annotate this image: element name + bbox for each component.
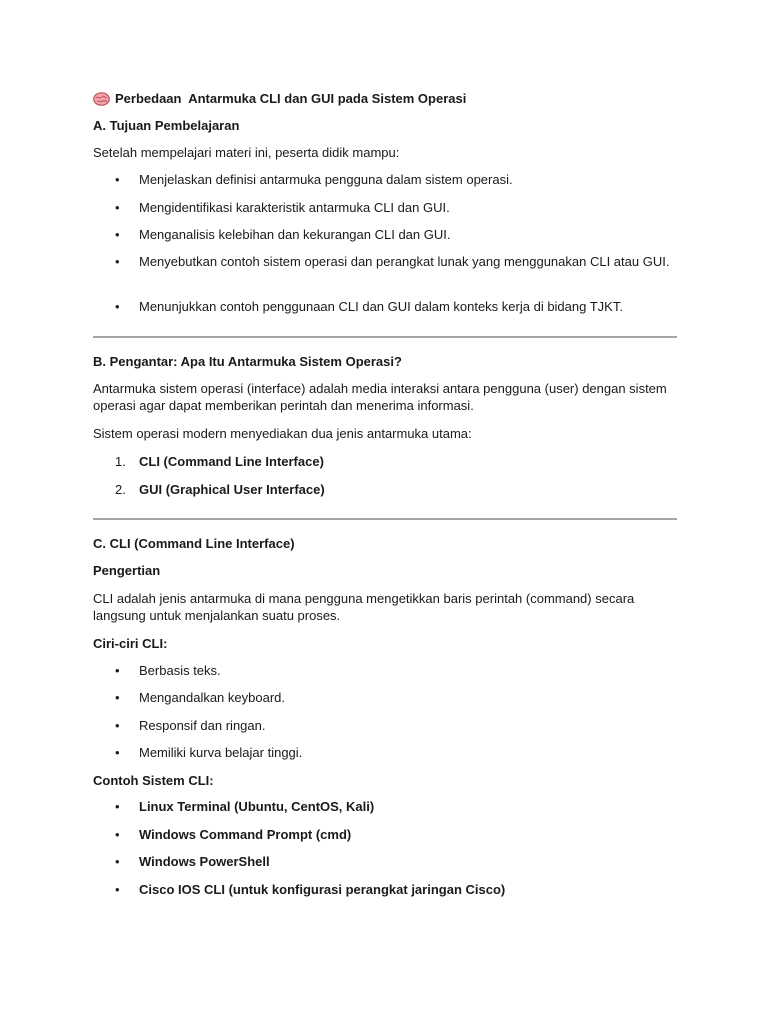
list-item-text: Berbasis teks. [139,663,221,678]
title-text: Perbedaan Antarmuka CLI dan GUI pada Sistem Operasi [115,90,467,106]
list-item-text: Menunjukkan contoh penggunaan CLI dan GUI dalam konteks kerja di bidang TJKT. [139,299,623,314]
section-a-heading: A. Tujuan Pembelajaran [93,118,240,133]
bullet-marker: • [115,200,120,215]
brain-icon [93,92,109,105]
list-item [93,744,302,761]
list-item-text: Memiliki kurva belajar tinggi. [139,745,303,760]
list-item-text: Linux Terminal (Ubuntu, CentOS, Kali) [139,799,375,814]
section-divider [93,336,677,338]
list-item [93,226,677,243]
section-c-heading: C. CLI (Command Line Interface) [93,536,295,551]
bullet-marker: • [115,718,120,733]
section-a-intro: Setelah mempelajari materi ini, peserta didik mampu: [93,145,400,160]
bullet-marker: • [115,882,120,897]
list-item [93,689,285,706]
bullet-marker: • [115,690,120,705]
list-item-text: Menyebutkan contoh sistem operasi dan perangkat lunak yang menggunakan CLI atau GUI. [139,254,670,269]
list-item [93,881,699,898]
section-b-heading: B. Pengantar: Apa Itu Antarmuka Sistem Operasi? [93,354,402,369]
list-item [93,798,374,815]
section-b-paragraph-2: Sistem operasi modern menyediakan dua jenis antarmuka utama: [93,426,472,441]
list-item [93,826,351,843]
list-item-text: CLI (Command Line Interface) [139,454,324,469]
list-item-text: Windows Command Prompt (cmd) [139,827,352,842]
bullet-marker: • [115,227,120,242]
list-item-text: Windows PowerShell [139,854,270,869]
list-item [93,199,677,216]
bullet-marker: • [115,745,120,760]
section-b-paragraph: Antarmuka sistem operasi (interface) adalah media interaksi antara pengguna (user) dengan sistem operasi agar dapat memberikan perintah dan menerima informasi. [93,381,667,413]
cli-definition: CLI adalah jenis antarmuka di mana pengguna mengetikkan baris perintah (command) secara langsung untuk menjalankan suatu proses. [93,591,635,623]
list-item [93,253,677,270]
list-item [93,853,270,870]
list-item-text: Menjelaskan definisi antarmuka pengguna dalam sistem operasi. [139,172,513,187]
list-item [93,662,221,679]
list-item [93,481,325,498]
subheading-features: Ciri-ciri CLI: [93,636,168,651]
document-title [93,88,466,108]
list-item [93,298,677,315]
list-item-text: Mengidentifikasi karakteristik antarmuka CLI dan GUI. [139,200,450,215]
list-item [93,717,265,734]
list-item-text: Mengandalkan keyboard. [139,690,285,705]
section-divider [93,518,677,520]
bullet-marker: • [115,254,120,269]
bullet-marker: • [115,854,120,869]
list-item [93,171,677,188]
list-item-text: Cisco IOS CLI (untuk konfigurasi perangkat jaringan Cisco) [139,882,506,897]
subheading-examples: Contoh Sistem CLI: [93,773,214,788]
subheading-pengertian: Pengertian [93,563,161,578]
bullet-marker: • [115,299,120,314]
bullet-marker: • [115,663,120,678]
number-marker: 2. [115,482,126,497]
number-marker: 1. [115,454,126,469]
list-item [93,453,324,470]
list-item-text: Responsif dan ringan. [139,718,266,733]
list-item-text: GUI (Graphical User Interface) [139,482,325,497]
bullet-marker: • [115,827,120,842]
list-item-text: Menganalisis kelebihan dan kekurangan CLI dan GUI. [139,227,451,242]
bullet-marker: • [115,172,120,187]
bullet-marker: • [115,799,120,814]
